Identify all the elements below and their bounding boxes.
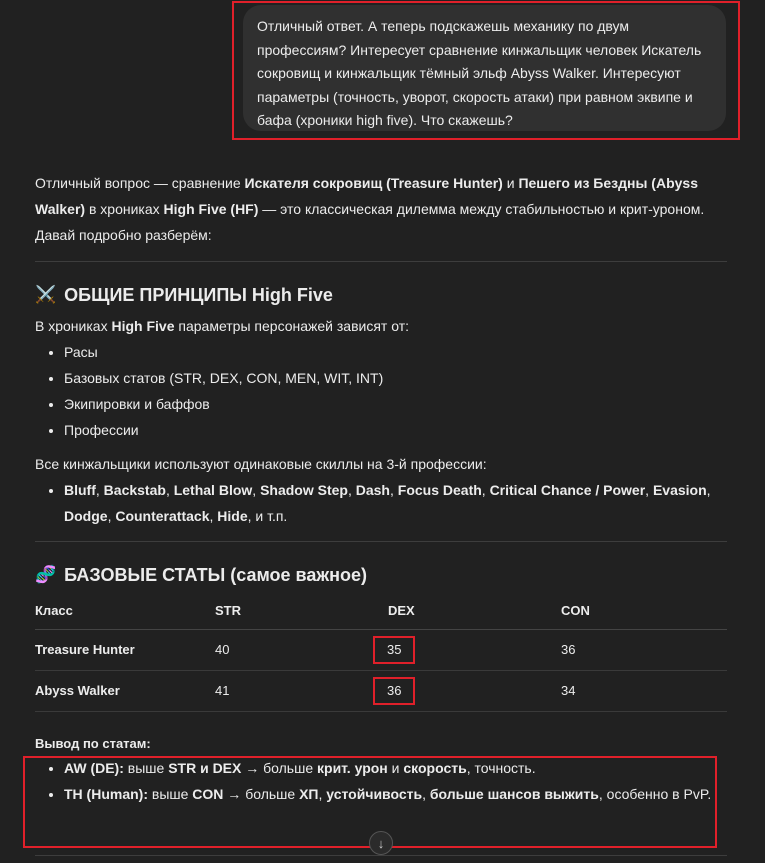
skill-name: Evasion <box>652 481 707 498</box>
summary-bold: устойчивость <box>326 785 423 802</box>
summary-text: , особенно в PvP. <box>598 785 712 802</box>
skill-name: Backstab <box>103 481 166 498</box>
summary-text: → больше <box>241 760 318 777</box>
summary-title-text: Вывод по статам: <box>35 736 151 752</box>
skill-name: Shadow Step <box>260 481 348 498</box>
summary-label: AW (DE): <box>64 760 124 777</box>
skill-name: Counterattack <box>115 507 210 524</box>
table-row <box>35 671 727 712</box>
skill-name: Hide <box>217 507 248 524</box>
list-item: • Профессии <box>64 418 727 444</box>
col-header-str: STR <box>215 595 388 630</box>
summary-title <box>35 732 727 756</box>
summary-text: выше <box>123 760 169 777</box>
skill-name: Critical Chance / Power <box>489 481 646 498</box>
skills-tail: , и т.п. <box>247 507 288 524</box>
divider <box>35 261 727 262</box>
arrow-down-icon: ↓ <box>377 835 385 851</box>
cell-con: 36 <box>561 630 727 671</box>
cell-dex <box>388 630 561 671</box>
summary-text: , <box>318 785 327 802</box>
summary-bold: CON <box>192 785 224 802</box>
cell-class: Treasure Hunter <box>35 630 215 671</box>
table-row <box>35 630 727 671</box>
summary-bold: STR и DEX <box>168 760 242 777</box>
section-title: ОБЩИЕ ПРИНЦИПЫ High Five <box>64 284 333 305</box>
summary-label: TH (Human): <box>64 785 148 802</box>
divider <box>35 541 727 542</box>
summary-text: , <box>422 785 430 802</box>
intro-text: и <box>502 175 519 191</box>
section-heading-principles <box>35 280 727 311</box>
summary-text: → больше <box>223 785 300 802</box>
intro-bold: High Five (HF) <box>163 200 259 217</box>
table-header-row <box>35 595 727 630</box>
summary-text: и <box>387 760 404 777</box>
skill-name: Focus Death <box>397 481 482 498</box>
intro-bold: Искателя сокровищ (Treasure Hunter) <box>244 175 503 191</box>
cell-str: 41 <box>215 671 388 712</box>
cell-str: 40 <box>215 630 388 671</box>
section-lead <box>35 314 727 340</box>
divider <box>35 855 727 856</box>
intro-text: в хрониках <box>85 200 164 217</box>
lead-bold: High Five <box>111 318 175 335</box>
summary-text: , точность. <box>466 760 536 777</box>
summary-bold: скорость <box>403 760 467 777</box>
skills-lead: Все кинжальщики используют одинаковые скиллы на 3-й профессии: <box>35 455 487 472</box>
highlight-dex-value: 35 <box>373 636 415 664</box>
summary-text: выше <box>148 785 193 802</box>
cell-dex <box>388 671 561 712</box>
section-title: БАЗОВЫЕ СТАТЫ (самое важное) <box>64 565 368 586</box>
stats-table <box>35 595 727 712</box>
intro-text: — это классическая дилемма между стабильностью и крит-уроном. Давай подробно разберём: <box>35 200 705 243</box>
list-item: • Экипировки и баффов <box>64 392 727 418</box>
summary-bold: ХП <box>299 785 319 802</box>
summary-bold: крит. урон <box>317 760 388 777</box>
assistant-message <box>35 171 727 808</box>
skill-name: Bluff <box>64 481 96 498</box>
col-header-class: Класс <box>35 595 215 630</box>
skill-name: Lethal Blow <box>173 481 253 498</box>
user-message-bubble <box>243 5 726 131</box>
skill-name: Dodge <box>64 507 108 524</box>
skill-name: Dash <box>355 481 390 498</box>
col-header-dex: DEX <box>388 595 561 630</box>
cell-class: Abyss Walker <box>35 671 215 712</box>
list-item: • Расы <box>64 340 727 366</box>
highlight-dex-value: 36 <box>373 677 415 705</box>
scroll-to-bottom-button[interactable] <box>369 831 393 855</box>
list-item: • Bluff, Backstab, Lethal Blow, Shadow Step, Dash, Focus Death, Critical Chance / Power, Evasion, Dodge, Counterattack, Hide, и т.п. <box>64 478 727 530</box>
intro-bold: Пешего из Бездны (Abyss Walker) <box>35 175 698 217</box>
skills-list <box>35 478 727 530</box>
intro-text: Отличный вопрос — сравнение <box>35 175 245 191</box>
section-heading-stats <box>35 560 727 591</box>
cell-con: 34 <box>561 671 727 712</box>
col-header-con: CON <box>561 595 727 630</box>
highlight-summary <box>23 756 717 851</box>
summary-bold: больше шансов выжить <box>429 785 599 802</box>
list-item: • Базовых статов (STR, DEX, CON, MEN, WIT, INT) <box>64 366 727 392</box>
lead-text: параметры персонажей зависят от: <box>174 318 410 335</box>
user-message-text: Отличный ответ. А теперь подскажешь механику по двум профессиям? Интересует сравнение кинжальщик человек Искатель сокровищ и кинжальщик тёмный эльф Abyss Walker. Интересуют параметры (точность, уворот, скорость атаки) при равном эквипе и бафа (хроники high five). Что скажешь? <box>257 18 702 129</box>
crossed-swords-icon: ⚔️ <box>35 284 57 304</box>
dna-icon: 🧬 <box>35 565 57 585</box>
intro-paragraph <box>35 171 727 249</box>
lead-text: В хрониках <box>35 318 112 335</box>
factors-list <box>35 340 727 444</box>
